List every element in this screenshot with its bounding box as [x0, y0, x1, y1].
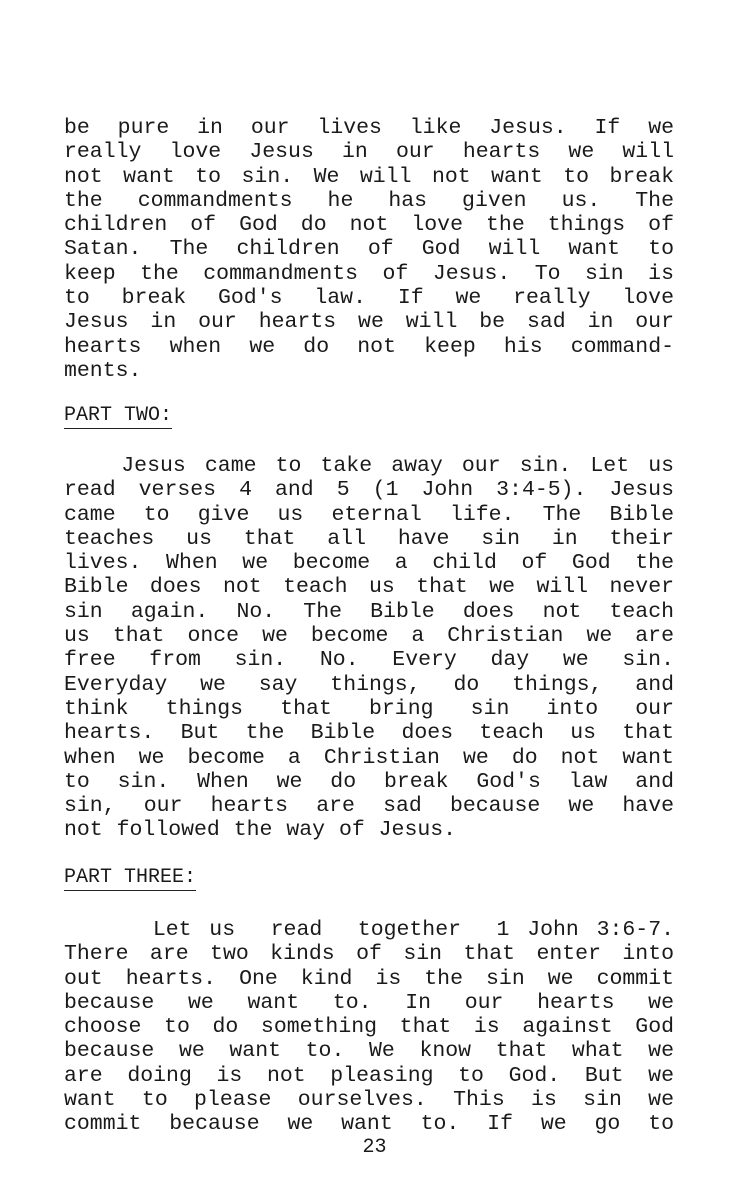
text-line: sin again. No. The Bible does not teach — [64, 599, 674, 624]
paragraph-part-three — [64, 918, 674, 1137]
paragraph-part-two — [64, 454, 674, 843]
text-line: Satan. The children of God will want to — [64, 237, 674, 262]
text-line: Let us read together 1 John 3:6-7. — [64, 918, 674, 942]
heading-part-three — [64, 866, 196, 890]
text-line: Everyday we say things, do things, and — [64, 672, 674, 697]
text-line: Jesus in our hearts we will be sad in our — [64, 310, 674, 335]
text-line: want to please ourselves. This is sin we — [64, 1088, 674, 1113]
text-line: to sin. When we do break God's law and — [64, 769, 674, 794]
text-line: read verses 4 and 5 (1 John 3:4-5). Jesus — [64, 478, 674, 503]
text-line: to break God's law. If we really love — [64, 286, 674, 311]
text-line: when we become a Christian we do not want — [64, 745, 674, 770]
heading-part-three-text: PART THREE: — [64, 866, 197, 889]
text-line: not want to sin. We will not want to break — [64, 164, 674, 189]
text-line: sin, our hearts are sad because we have — [64, 794, 674, 819]
heading-part-two — [64, 404, 172, 428]
text-line: not followed the way of Jesus. — [64, 818, 457, 843]
heading-part-two-text: PART TWO: — [64, 404, 173, 427]
text-line: us that once we become a Christian we are — [64, 624, 674, 649]
text-line: commit because we want to. If we go to — [64, 1112, 674, 1137]
text-line: choose to do something that is against God — [64, 1015, 674, 1040]
text-line: be pure in our lives like Jesus. If we — [64, 116, 674, 140]
text-line: are doing is not pleasing to God. But we — [64, 1063, 674, 1088]
text-line: keep the commandments of Jesus. To sin is — [64, 261, 674, 286]
text-line: because we want to. In our hearts we — [64, 990, 674, 1015]
text-line: ments. — [64, 358, 142, 383]
text-line: hearts when we do not keep his command- — [64, 334, 674, 359]
text-line: teaches us that all have sin in their — [64, 526, 674, 551]
text-line: really love Jesus in our hearts we will — [64, 140, 674, 165]
paragraph-continued — [64, 116, 674, 383]
text-line: Jesus came to take away our sin. Let us — [64, 454, 674, 478]
text-line: lives. When we become a child of God the — [64, 551, 674, 576]
text-line: children of God do not love the things of — [64, 213, 674, 238]
text-line: There are two kinds of sin that enter into — [64, 942, 674, 967]
text-line: came to give us eternal life. The Bible — [64, 502, 674, 527]
text-line: think things that bring sin into our — [64, 696, 674, 721]
text-line: because we want to. We know that what we — [64, 1039, 674, 1064]
text-line: free from sin. No. Every day we sin. — [64, 648, 674, 673]
text-line: Bible does not teach us that we will never — [64, 575, 674, 600]
page-number: 23 — [362, 1136, 387, 1159]
text-line: out hearts. One kind is the sin we commit — [64, 966, 674, 991]
text-line: the commandments he has given us. The — [64, 188, 674, 213]
text-line: hearts. But the Bible does teach us that — [64, 721, 674, 746]
